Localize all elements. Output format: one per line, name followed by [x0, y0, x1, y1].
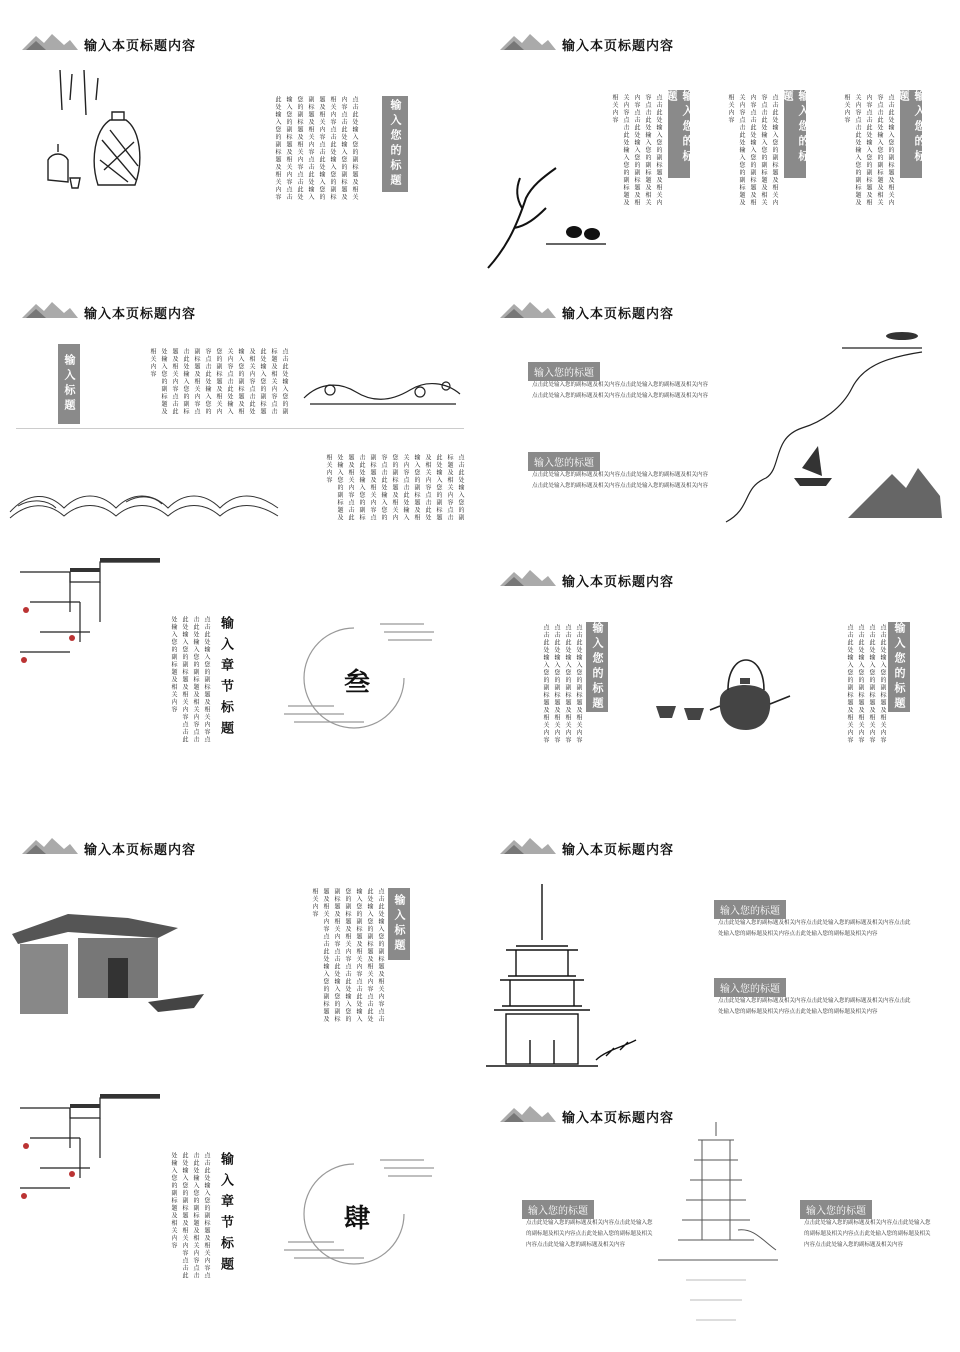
subtitle-box-left: 输入您的标题 [522, 1200, 594, 1219]
slide-10[interactable] [482, 1080, 956, 1344]
mountain-logo-icon [500, 1104, 556, 1124]
plum-branch-birds-illustration [486, 158, 616, 270]
chapter-title: 输入章节标题 [218, 616, 233, 742]
divider-line [16, 428, 464, 429]
chapter-title: 输入章节标题 [218, 1152, 233, 1278]
mountain-logo-icon [22, 32, 78, 52]
page-title: 输入本页标题内容 [84, 307, 197, 322]
subtitle-box-2: 输入您的标题 [714, 978, 786, 997]
page-title: 输入本页标题内容 [84, 843, 197, 858]
body-text: 点击此处输入您的副标题及相关内容点击此处输入您的副标题及相关内容点击此处输入您的副标题及相关内容点击此处输入您的副标题及相关内容点击此处输入您的副标题及相关内容点击此处输入您的副标题及相关内容点击此处输入您的副标题及相关内容 [274, 96, 358, 201]
slide-1[interactable] [4, 8, 478, 272]
ink-vase-illustration [40, 70, 150, 200]
body-text-col2: 点击此处输入您的副标题及相关内容点击此处输入您的副标题及相关内容点击此处输入您的副标题及相关内容点击此处输入您的副标题及相关内容 [727, 94, 778, 207]
ink-waves-illustration [8, 472, 284, 522]
body-text-top: 点击此处输入您的副标题及相关内容点击此处输入您的副标题及相关内容点击此处输入您的副标题及相关内容点击此处输入您的副标题及相关内容点击此处输入您的副标题及相关内容点击此处输入您的副标题及相关内容点击此处输入您的副标题及相关内容 [149, 348, 288, 416]
slide-2[interactable] [482, 8, 956, 272]
mountain-logo-icon [500, 32, 556, 52]
teapot-cups-illustration [650, 640, 820, 740]
slide-4[interactable] [482, 276, 956, 540]
page-title: 输入本页标题内容 [562, 307, 675, 322]
slide-5[interactable] [4, 544, 478, 808]
tower-reflection-illustration [658, 1120, 778, 1340]
chapter-number: 叁 [344, 668, 371, 698]
hui-style-wall-illustration [10, 552, 160, 682]
page-title: 输入本页标题内容 [562, 39, 675, 54]
body-text-2: 点击此处输入您的副标题及相关内容点击此处输入您的副标题及相关内容点击此处输入您的副标题及相关内容点击此处输入您的副标题及相关内容 [718, 998, 911, 1015]
subtitle-box-1: 输入您的标题 [528, 362, 600, 381]
subtitle-box-col3: 输入您的标题 [900, 90, 922, 178]
mountain-logo-icon [22, 300, 78, 320]
pagoda-illustration [486, 880, 646, 1076]
chapter-description: 点击此处输入您的副标题及相关内容点击此处输入您的副标题及相关内容点击此处输入您的副标题及相关内容点击此处输入您的副标题及相关内容 [170, 616, 210, 744]
subtitle-box-right: 输入您的标题 [800, 1200, 872, 1219]
page-title: 输入本页标题内容 [84, 39, 197, 54]
body-text: 点击此处输入您的副标题及相关内容点击此处输入您的副标题及相关内容点击此处输入您的副标题及相关内容点击此处输入您的副标题及相关内容点击此处输入您的副标题及相关内容点击此处输入您的副标题及相关内容点击此处输入您的副标题及相关内容 [311, 888, 384, 1023]
page-title: 输入本页标题内容 [562, 843, 675, 858]
subtitle-box-2: 输入您的标题 [528, 452, 600, 471]
body-text-right: 点击此处输入您的副标题及相关内容点击此处输入您的副标题及相关内容点击此处输入您的副标题及相关内容点击此处输入您的副标题及相关内容 [846, 624, 886, 744]
subtitle-box-left: 输入您的标题 [586, 622, 608, 712]
chapter-description: 点击此处输入您的副标题及相关内容点击此处输入您的副标题及相关内容点击此处输入您的副标题及相关内容点击此处输入您的副标题及相关内容 [170, 1152, 210, 1280]
subtitle-box: 输入您的标题 [382, 96, 408, 192]
page-title: 输入本页标题内容 [562, 1111, 675, 1126]
subtitle-box-1: 输入您的标题 [714, 900, 786, 919]
body-text-2: 点击此处输入您的副标题及相关内容点击此处输入您的副标题及相关内容点击此处输入您的副标题及相关内容点击此处输入您的副标题及相关内容 [532, 472, 709, 489]
landscape-boat-illustration [722, 328, 948, 538]
ink-village-illustration [8, 898, 228, 1028]
body-text-left: 点击此处输入您的副标题及相关内容点击此处输入您的副标题及相关内容点击此处输入您的副标题及相关内容点击此处输入您的副标题及相关内容 [542, 624, 582, 744]
slide-9[interactable] [4, 1080, 478, 1344]
body-text-right: 点击此处输入您的副标题及相关内容点击此处输入您的副标题及相关内容点击此处输入您的副标题及相关内容点击此处输入您的副标题及相关内容 [804, 1220, 931, 1248]
mountain-logo-icon [500, 836, 556, 856]
slide-3[interactable] [4, 276, 478, 540]
wave-cloud-ornament [300, 372, 466, 412]
mountain-logo-icon [500, 568, 556, 588]
hui-style-wall-illustration [10, 1088, 160, 1218]
chapter-number: 肆 [344, 1204, 371, 1234]
body-text-bottom: 点击此处输入您的副标题及相关内容点击此处输入您的副标题及相关内容点击此处输入您的副标题及相关内容点击此处输入您的副标题及相关内容点击此处输入您的副标题及相关内容点击此处输入您的副标题及相关内容点击此处输入您的副标题及相关内容 [325, 454, 464, 522]
mountain-logo-icon [500, 300, 556, 320]
subtitle-box: 输入标题 [58, 344, 80, 424]
body-text-col3: 点击此处输入您的副标题及相关内容点击此处输入您的副标题及相关内容点击此处输入您的副标题及相关内容点击此处输入您的副标题及相关内容 [843, 94, 894, 207]
body-text-left: 点击此处输入您的副标题及相关内容点击此处输入您的副标题及相关内容点击此处输入您的副标题及相关内容点击此处输入您的副标题及相关内容 [526, 1220, 653, 1248]
subtitle-box-right: 输入您的标题 [888, 622, 910, 712]
body-text-1: 点击此处输入您的副标题及相关内容点击此处输入您的副标题及相关内容点击此处输入您的副标题及相关内容点击此处输入您的副标题及相关内容 [532, 382, 709, 399]
slide-8[interactable] [482, 812, 956, 1076]
slide-7[interactable] [4, 812, 478, 1076]
page-title: 输入本页标题内容 [562, 575, 675, 590]
subtitle-box-col2: 输入您的标题 [784, 90, 806, 178]
body-text-1: 点击此处输入您的副标题及相关内容点击此处输入您的副标题及相关内容点击此处输入您的副标题及相关内容点击此处输入您的副标题及相关内容 [718, 920, 911, 937]
subtitle-box: 输入标题 [388, 888, 410, 960]
slide-6[interactable] [482, 544, 956, 808]
mountain-logo-icon [22, 836, 78, 856]
subtitle-box-col1: 输入您的标题 [668, 90, 690, 178]
body-text-col1: 点击此处输入您的副标题及相关内容点击此处输入您的副标题及相关内容点击此处输入您的副标题及相关内容点击此处输入您的副标题及相关内容 [611, 94, 662, 207]
